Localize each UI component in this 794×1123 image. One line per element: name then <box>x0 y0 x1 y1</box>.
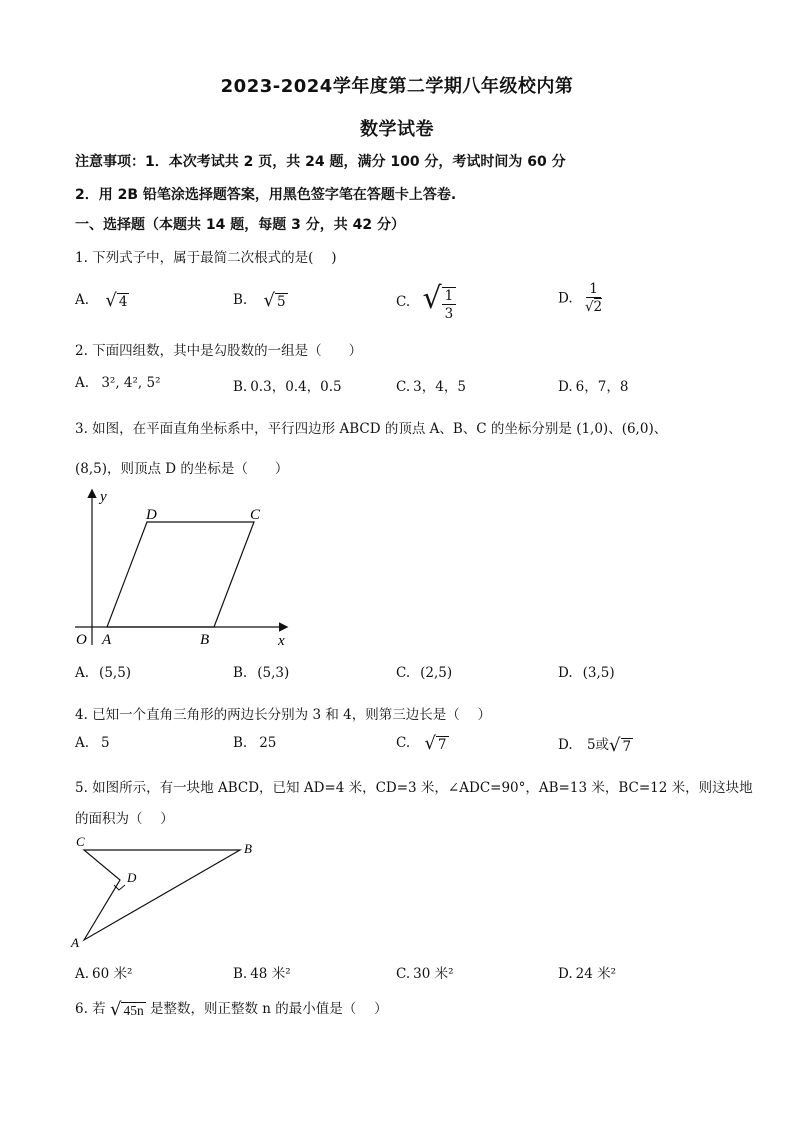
option-label: A. <box>75 735 90 751</box>
q5-option-d[interactable] <box>558 962 616 982</box>
point-b-label: B <box>244 841 252 856</box>
option-label: A. <box>75 966 90 982</box>
q6-stem-suffix: 是整数，则正整数 n 的最小值是（ ） <box>150 1001 388 1017</box>
q2-option-c[interactable] <box>396 375 466 395</box>
section-heading: 一、选择题（本题共 14 题，每题 3 分，共 42 分） <box>75 217 405 233</box>
option-text: (2,5) <box>420 665 453 681</box>
option-label: D. <box>558 665 573 681</box>
question-3-stem-line1: 3. 如图，在平面直角坐标系中，平行四边形 ABCD 的顶点 A、B、C 的坐标分别是 (1,0)、(6,0)、 <box>75 421 668 437</box>
q4-d-radicand: 7 <box>622 739 632 755</box>
option-text: 60 米² <box>92 966 133 982</box>
option-text: 0.3，0.4，0.5 <box>250 379 342 395</box>
question-5-stem-line2: 的面积为（ ） <box>75 811 174 827</box>
exam-notes-line2: 2．用 2B 铅笔涂选择题答案，用黑色签字笔在答题卡上答卷. <box>75 187 457 203</box>
option-text: (5,3) <box>257 665 290 681</box>
parallelogram-abcd <box>107 522 254 627</box>
q1-option-a[interactable]: A. √ 4 <box>75 290 128 311</box>
page-title: 2023-2024学年度第二学期八年级校内第 <box>220 76 574 97</box>
q5-option-a[interactable] <box>75 962 132 982</box>
question-4-stem: 4. 已知一个直角三角形的两边长分别为 3 和 4，则第三边长是（ ） <box>75 707 492 723</box>
question-3-stem-line2: (8,5)，则顶点 D 的坐标是（ ） <box>75 461 289 477</box>
q4-option-c[interactable]: C. √ 7 <box>396 733 447 754</box>
question-5-stem-line1: 5. 如图所示，有一块地 ABCD，已知 AD=4 米，CD=3 米，∠ADC=90°，AB=13 米，BC=12 米，则这块地 <box>75 780 753 796</box>
question-1-stem: 1. 下列式子中，属于最简二次根式的是( ) <box>75 250 337 266</box>
option-label: B. <box>233 966 248 982</box>
q3-option-d[interactable] <box>558 665 615 681</box>
q4-c-radicand: 7 <box>437 737 447 753</box>
option-label: A. <box>75 665 90 681</box>
point-a-label: A <box>71 935 79 950</box>
option-label: C. <box>396 966 411 982</box>
point-d-label: D <box>127 870 137 885</box>
option-label: C. <box>396 735 411 751</box>
option-text: 5 <box>101 735 110 751</box>
y-axis-label: y <box>100 489 107 505</box>
point-d-label: D <box>146 507 157 523</box>
q1-a-radicand: 4 <box>118 294 128 310</box>
option-text: 3², 4², 5² <box>101 375 161 391</box>
q1-option-b[interactable]: B. √ 5 <box>233 290 286 311</box>
option-text: 24 米² <box>575 966 617 982</box>
option-text: 25 <box>259 735 277 751</box>
exam-notes-line1: 注意事项：1．本次考试共 2 页，共 24 题，满分 100 分，考试时间为 60 分 <box>75 154 566 170</box>
coordinate-figure <box>70 485 300 650</box>
page-subtitle: 数学试卷 <box>360 119 434 140</box>
q1-d-numerator: 1 <box>586 281 601 298</box>
q1-d-radicand: 2 <box>593 299 603 315</box>
question-2-stem: 2. 下面四组数，其中是勾股数的一组是（ ） <box>75 343 363 359</box>
q4-option-b[interactable] <box>233 735 276 751</box>
point-c-label: C <box>76 834 85 849</box>
option-text: 3，4，5 <box>413 379 466 395</box>
option-label: D. <box>558 737 573 753</box>
option-label: B. <box>233 665 248 681</box>
quadrilateral-abcd <box>84 850 240 940</box>
option-label: D. <box>558 966 573 982</box>
q1-b-radicand: 5 <box>277 294 286 310</box>
q5-option-b[interactable] <box>233 962 291 982</box>
option-label: C. <box>396 665 411 681</box>
origin-label: O <box>76 632 87 648</box>
point-a-label: A <box>102 632 112 648</box>
option-label: D. <box>558 290 573 307</box>
q3-option-b[interactable] <box>233 665 289 681</box>
point-c-label: C <box>250 507 261 523</box>
option-label: A. <box>75 375 90 391</box>
q5-option-c[interactable] <box>396 962 454 982</box>
q1-c-numerator: 1 <box>442 288 457 305</box>
q4-option-d[interactable]: D. 5或√ 7 <box>558 735 632 756</box>
option-label: C. <box>396 379 411 395</box>
q1-option-c[interactable]: C. √ $\frac{1}{3}$ <box>396 281 456 323</box>
option-prefix: 5或 <box>586 737 610 753</box>
point-b-label: B <box>200 632 210 648</box>
q6-stem-prefix: 6. 若 <box>75 1001 106 1017</box>
question-6-stem: 6. 若 √ 45n 是整数，则正整数 n 的最小值是（ ） <box>75 999 388 1020</box>
option-label: B. <box>233 379 248 395</box>
option-label: D. <box>558 379 573 395</box>
option-label: B. <box>233 292 248 308</box>
option-text: 6，7，8 <box>575 379 629 395</box>
option-label: C. <box>396 293 411 310</box>
q1-c-denominator: 3 <box>444 305 454 322</box>
x-axis-label: x <box>278 633 285 649</box>
q1-option-d[interactable]: D. $\frac{1}{√2}$ <box>558 281 603 315</box>
option-label: A. <box>75 292 90 308</box>
q2-option-a[interactable] <box>75 375 161 391</box>
q4-option-a[interactable] <box>75 735 110 751</box>
q3-option-c[interactable] <box>396 665 452 681</box>
option-text: 30 米² <box>413 966 454 982</box>
option-text: (5,5) <box>99 665 132 681</box>
option-text: (3,5) <box>582 665 615 681</box>
q2-option-d[interactable] <box>558 375 628 395</box>
quadrilateral-figure <box>70 832 270 950</box>
option-text: 48 米² <box>250 966 291 982</box>
q2-option-b[interactable] <box>233 375 342 395</box>
option-label: B. <box>233 735 248 751</box>
q6-radicand: 45n <box>123 1003 144 1018</box>
q3-option-a[interactable] <box>75 665 131 681</box>
